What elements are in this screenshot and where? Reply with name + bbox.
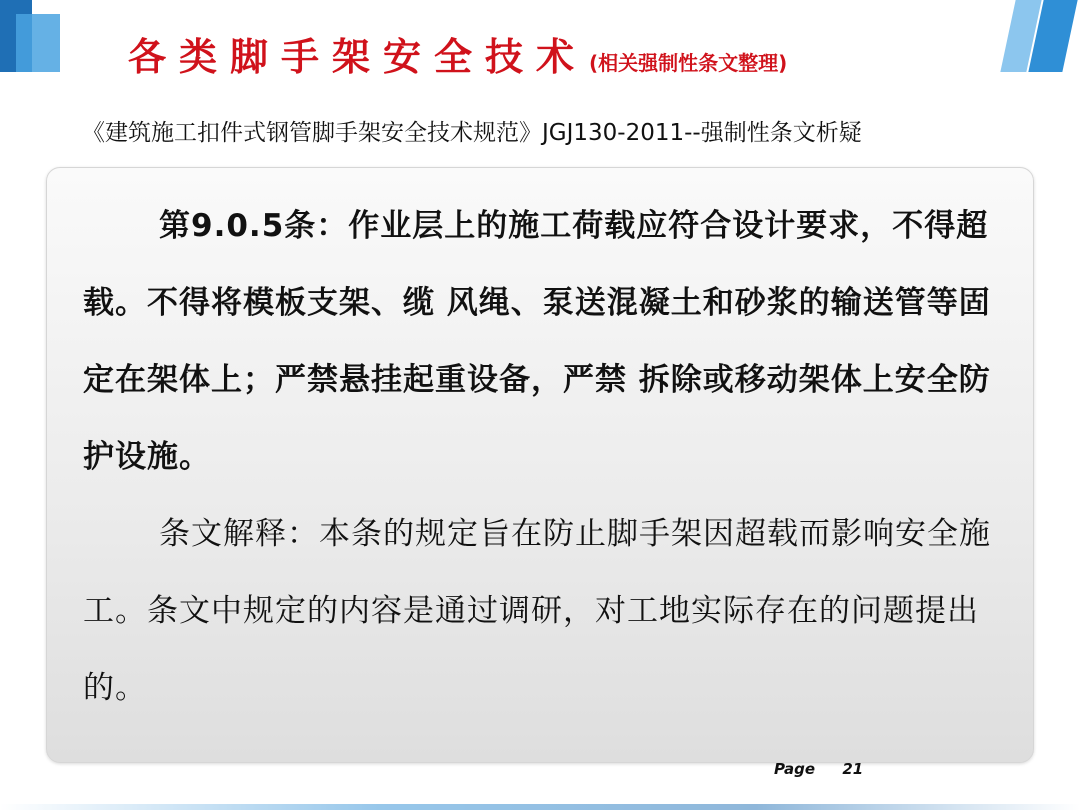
page-number: 21 <box>842 760 864 778</box>
page-footer <box>774 760 863 778</box>
slide-subtitle: 《建筑施工扣件式钢管脚手架安全技术规范》JGJ130-2011--强制性条文析疑 <box>82 120 862 146</box>
page-label: Page <box>774 760 816 778</box>
slide-title <box>128 26 787 80</box>
explanation-paragraph: 条文解释：本条的规定旨在防止脚手架因超载而影响安全施工。条文中规定的内容是通过调研，对工地实际存在的问题提出的。 <box>83 516 991 706</box>
title-main: 各类脚手架安全技术 <box>128 35 588 79</box>
bottom-decoration-bar <box>0 804 1080 810</box>
content-card <box>46 167 1034 763</box>
corner-decoration-left-light <box>16 14 60 72</box>
rule-paragraph: 第9.0.5条：作业层上的施工荷载应符合设计要求，不得超载。不得将模板支架、缆 风绳、泵送混凝土和砂浆的输送管等固定在架体上；严禁悬挂起重设备，严禁 拆除或移动架体上安全防护设施。 <box>83 208 991 475</box>
title-note: (相关强制性条文整理) <box>589 51 788 75</box>
